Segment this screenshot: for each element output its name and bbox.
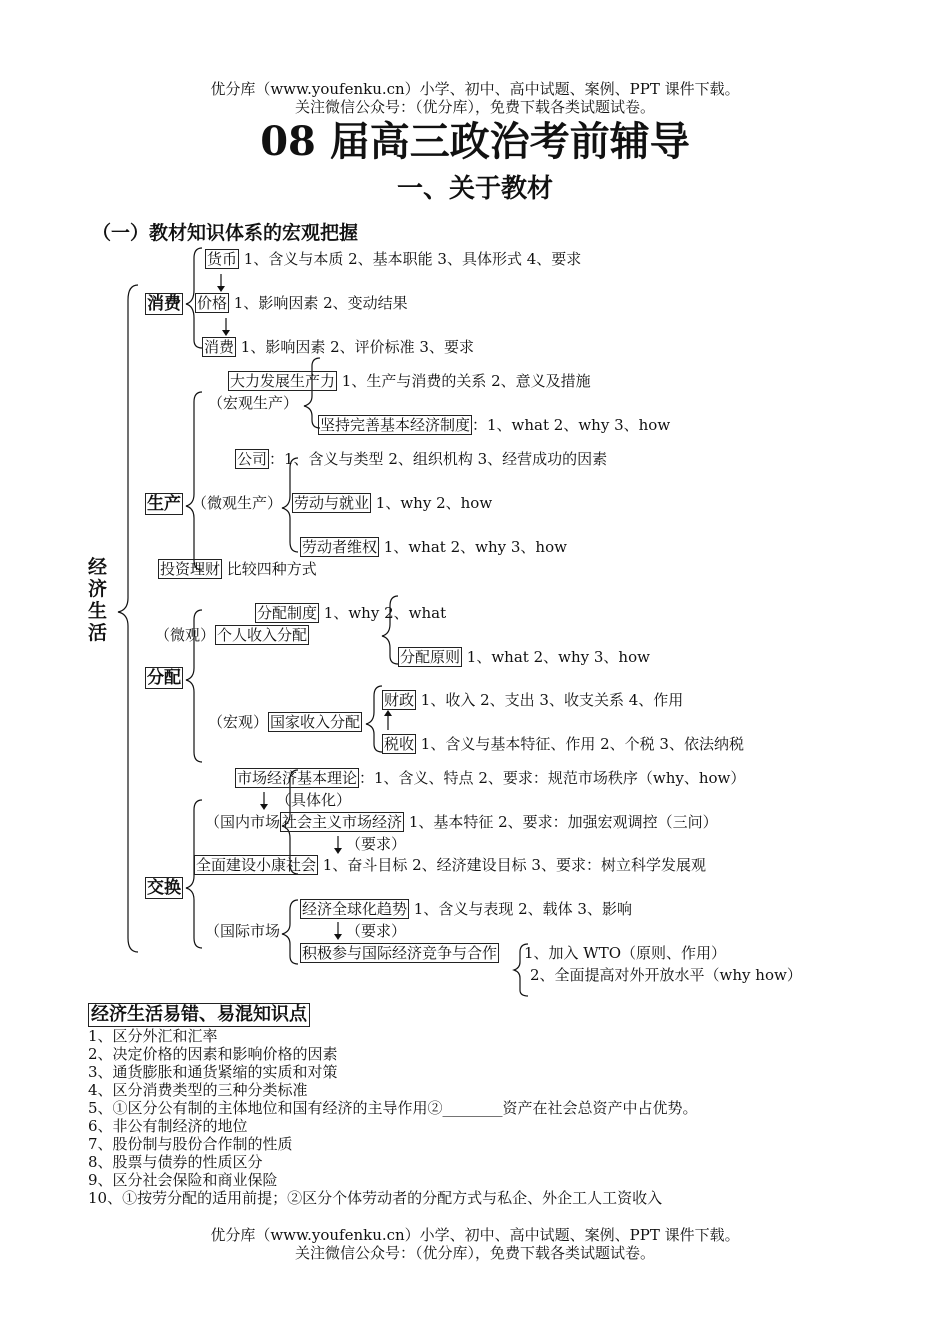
root-char: 活 — [88, 622, 108, 644]
tax-text: 1、含义与基本特征、作用 2、个税 3、依法纳税 — [420, 735, 744, 753]
node-compete — [300, 944, 499, 962]
finance-text: 1、收入 2、支出 3、收支关系 4、作用 — [420, 691, 684, 709]
list-item: 10、①按劳分配的适用前提；②区分个体劳动者的分配方式与私企、外企工人工资收入 — [88, 1189, 663, 1207]
list-item: 7、股份制与股份合作制的性质 — [88, 1135, 293, 1153]
require-note: （要求） — [346, 835, 407, 853]
footer-line-1: 优分库（www.youfenku.cn）小学、初中、高中试题、案例、PPT 课件下载。 — [210, 1226, 740, 1244]
money-text: 1、含义与本质 2、基本职能 3、具体形式 4、要求 — [243, 250, 582, 268]
finance-box: 财政 — [384, 691, 415, 709]
compete-text-1: 1、加入 WTO（原则、作用） — [524, 944, 727, 962]
concrete-note: （具体化） — [276, 791, 352, 809]
money-box: 货币 — [207, 250, 238, 268]
invest-text: 比较四种方式 — [226, 560, 317, 578]
consume-box: 消费 — [204, 338, 235, 356]
list-item: 3、通货膨胀和通货紧缩的实质和对策 — [88, 1063, 338, 1081]
node-national — [208, 713, 362, 731]
node-xiaokang — [194, 856, 706, 874]
intl-market-note: （国际市场 — [205, 922, 281, 940]
macro-note: （宏观） — [208, 713, 269, 731]
national-box: 国家收入分配 — [270, 713, 361, 731]
macro-production-note: （宏观生产） — [208, 394, 299, 412]
micro-note: （微观） — [155, 626, 216, 644]
global-box: 经济全球化趋势 — [302, 900, 408, 918]
node-socialist — [205, 813, 718, 831]
error-points-list — [88, 1027, 698, 1207]
node-invest — [158, 560, 317, 578]
domestic-note: （国内市场 — [205, 813, 281, 831]
rights-text: 1、what 2、why 3、how — [383, 538, 567, 556]
node-global — [300, 900, 632, 918]
node-labor — [292, 494, 492, 512]
node-consume — [202, 338, 474, 356]
category-distribute: 分配 — [147, 668, 181, 688]
footer-line-2: 关注微信公众号：（优分库），免费下载各类试题试卷。 — [294, 1244, 655, 1262]
xiaokang-text: 1、奋斗目标 2、经济建设目标 3、要求：树立科学发展观 — [322, 856, 706, 874]
socialist-text: 1、基本特征 2、要求：加强宏观调控（三问） — [408, 813, 718, 831]
market-text: ：1、含义、特点 2、要求：规范市场秩序（why、how） — [359, 769, 746, 787]
develop-text: 1、生产与消费的关系 2、意义及措施 — [341, 372, 591, 390]
invest-box: 投资理财 — [160, 560, 221, 578]
principle-text: 1、what 2、why 3、how — [466, 648, 650, 666]
node-money — [205, 250, 581, 268]
rights-box: 劳动者维权 — [302, 538, 378, 556]
page-subtitle: 一、关于教材 — [396, 174, 553, 204]
company-text: ：1、含义与类型 2、组织机构 3、经营成功的因素 — [269, 450, 608, 468]
node-tax — [382, 735, 744, 753]
list-item: 9、区分社会保险和商业保险 — [88, 1171, 278, 1189]
node-develop — [228, 372, 591, 390]
node-market-theory — [235, 769, 745, 787]
node-principle — [398, 648, 650, 666]
header-line-1: 优分库（www.youfenku.cn）小学、初中、高中试题、案例、PPT 课件下载。 — [210, 80, 740, 98]
dist-system-text: 1、why 2、what — [323, 604, 447, 622]
root-economic-life — [88, 556, 110, 644]
xiaokang-box: 全面建设小康社会 — [196, 856, 317, 874]
labor-text: 1、why 2、how — [375, 494, 493, 512]
socialist-box: 社会主义市场经济 — [282, 813, 403, 831]
compete-text-2: 2、全面提高对外开放水平（why how） — [530, 966, 802, 984]
node-basic-system — [318, 416, 670, 434]
system-text: ：1、what 2、why 3、how — [472, 416, 671, 434]
require-note-2: （要求） — [346, 922, 407, 940]
section-heading: （一）教材知识体系的宏观把握 — [92, 222, 359, 244]
develop-box: 大力发展生产力 — [230, 372, 336, 390]
node-finance — [382, 691, 683, 709]
price-box: 价格 — [197, 294, 228, 312]
system-box: 坚持完善基本经济制度 — [320, 416, 471, 434]
list-item: 6、非公有制经济的地位 — [88, 1117, 248, 1135]
company-box: 公司 — [237, 450, 268, 468]
category-exchange: 交换 — [147, 878, 181, 898]
node-dist-system — [255, 604, 446, 622]
global-text: 1、含义与表现 2、载体 3、影响 — [413, 900, 632, 918]
node-personal — [155, 626, 309, 644]
root-char: 生 — [88, 600, 108, 622]
root-char: 经 — [88, 556, 108, 578]
list-item: 5、①区分公有制的主体地位和国有经济的主导作用②________资产在社会总资产中占优势。 — [88, 1099, 698, 1117]
root-char: 济 — [88, 578, 108, 600]
list-item: 8、股票与债券的性质区分 — [88, 1153, 263, 1171]
list-item: 2、决定价格的因素和影响价格的因素 — [88, 1045, 338, 1063]
node-price — [195, 294, 408, 312]
price-text: 1、影响因素 2、变动结果 — [233, 294, 408, 312]
personal-box: 个人收入分配 — [217, 626, 308, 644]
node-company — [235, 450, 607, 468]
category-produce: 生产 — [147, 494, 181, 514]
page-title: 08 届高三政治考前辅导 — [260, 118, 690, 165]
consume-text: 1、影响因素 2、评价标准 3、要求 — [240, 338, 474, 356]
micro-production-note: （微观生产） — [192, 494, 283, 512]
principle-box: 分配原则 — [400, 648, 461, 666]
error-points-title: 经济生活易错、易混知识点 — [88, 1003, 310, 1027]
tax-box: 税收 — [384, 735, 415, 753]
list-item: 4、区分消费类型的三种分类标准 — [88, 1081, 308, 1099]
labor-box: 劳动与就业 — [294, 494, 370, 512]
category-consume: 消费 — [147, 294, 181, 314]
node-rights — [300, 538, 567, 556]
compete-box: 积极参与国际经济竞争与合作 — [302, 944, 498, 962]
dist-system-box: 分配制度 — [257, 604, 318, 622]
market-box: 市场经济基本理论 — [237, 769, 358, 787]
header-line-2: 关注微信公众号：（优分库），免费下载各类试题试卷。 — [294, 98, 655, 116]
list-item: 1、区分外汇和汇率 — [88, 1027, 218, 1045]
